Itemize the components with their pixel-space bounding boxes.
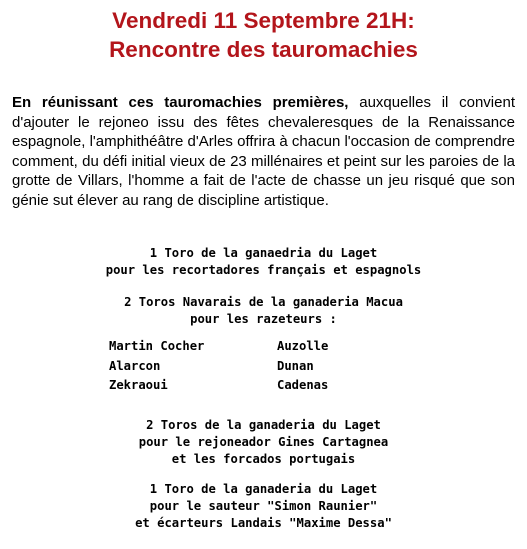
- program-block-2: [0, 294, 527, 328]
- razeteurs-row: [109, 376, 409, 396]
- program-block-4-line-1: 1 Toro de la ganaderia du Laget: [149, 482, 378, 496]
- program-block-3-line-3: et les forcados portugais: [171, 452, 356, 466]
- razeteur-name: Dunan: [277, 358, 314, 373]
- razeteurs-list: [109, 337, 409, 396]
- intro-paragraph: [12, 93, 515, 210]
- program-block-3: [0, 417, 527, 468]
- razeteur-name: Cadenas: [277, 378, 329, 392]
- program-block-4-line-2: pour le sauteur "Simon Raunier": [149, 499, 378, 513]
- razeteur-name: Alarcon: [109, 358, 161, 373]
- intro-text: auxquelles il convient d'ajouter le rejoneo issu des fêtes chevaleresques de la Renaissance espagnole, l'amphithéâtre d'Arles offrira à chacun l'occasion de comprendre comment, du défi initial vieux de 23 millénaires et peint sur les paroies de la grotte de Villars, l'homme a fait de l'acte de chasse un jeu risqué que son génie sut élever au rang de discipline artistique.: [12, 94, 515, 209]
- program-block-1: [0, 245, 527, 279]
- program-block-4: [0, 481, 527, 532]
- razeteur-name: Auzolle: [277, 339, 329, 353]
- program-block-2-line-2: pour les razeteurs :: [190, 312, 337, 326]
- intro-bold-lead: En réunissant ces tauromachies premières,: [12, 94, 349, 111]
- event-title-line-2: Rencontre des tauromachies: [109, 37, 418, 62]
- razeteurs-row: [109, 357, 409, 377]
- program-block-3-line-2: pour le rejoneador Gines Cartagnea: [138, 435, 389, 449]
- program-block-1-line-2: pour les recortadores français et espagnols: [105, 263, 422, 277]
- event-title-line-1: Vendredi 11 Septembre 21H:: [112, 8, 415, 33]
- event-title: [0, 6, 527, 64]
- razeteur-name: Zekraoui: [109, 378, 168, 392]
- program-block-2-line-1: 2 Toros Navarais de la ganaderia Macua: [124, 295, 403, 309]
- razeteurs-row: [109, 337, 409, 357]
- program-block-3-line-1: 2 Toros de la ganaderia du Laget: [146, 418, 381, 432]
- razeteur-name: Martin Cocher: [109, 339, 205, 353]
- program-block-1-line-1: 1 Toro de la ganaedria du Laget: [149, 246, 378, 260]
- program-block-4-line-3: et écarteurs Landais "Maxime Dessa": [135, 516, 392, 530]
